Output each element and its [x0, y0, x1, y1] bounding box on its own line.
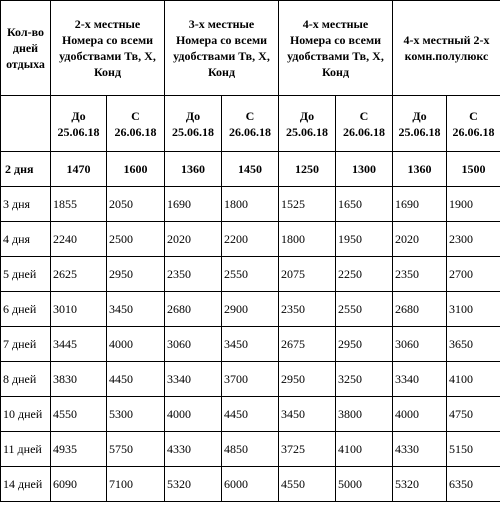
price-cell: 5000 [336, 467, 393, 502]
days-cell: 11 дней [1, 432, 51, 467]
price-cell: 3100 [447, 292, 500, 327]
price-cell: 1525 [279, 187, 336, 222]
header-row-categories [1, 1, 500, 96]
price-cell: 2680 [165, 292, 222, 327]
table-row [1, 397, 500, 432]
price-cell: 1950 [336, 222, 393, 257]
price-cell: 2500 [107, 222, 165, 257]
price-cell: 1600 [107, 152, 165, 187]
price-cell: 3010 [51, 292, 107, 327]
price-cell: 4100 [447, 362, 500, 397]
price-cell: 2350 [165, 257, 222, 292]
price-cell: 1900 [447, 187, 500, 222]
price-cell: 2950 [107, 257, 165, 292]
price-cell: 6090 [51, 467, 107, 502]
table-row [1, 292, 500, 327]
price-cell: 2300 [447, 222, 500, 257]
price-cell: 3830 [51, 362, 107, 397]
price-cell: 4330 [165, 432, 222, 467]
date-header-after: С 26.06.18 [447, 96, 500, 152]
price-cell: 2020 [165, 222, 222, 257]
table-row [1, 222, 500, 257]
price-cell: 4450 [222, 397, 279, 432]
price-cell: 5300 [107, 397, 165, 432]
price-cell: 3800 [336, 397, 393, 432]
category-header-4-bed-suite: 4-х местный 2-х комн.полулюкс [393, 1, 500, 96]
price-cell: 5750 [107, 432, 165, 467]
price-cell: 6350 [447, 467, 500, 502]
days-cell: 7 дней [1, 327, 51, 362]
price-cell: 4100 [336, 432, 393, 467]
price-cell: 4550 [279, 467, 336, 502]
price-cell: 2550 [222, 257, 279, 292]
days-cell: 8 дней [1, 362, 51, 397]
days-cell: 6 дней [1, 292, 51, 327]
price-cell: 2680 [393, 292, 447, 327]
days-cell: 2 дня [1, 152, 51, 187]
category-header-4-bed: 4-х местные Номера со всеми удобствами Тв, Х, Конд [279, 1, 393, 96]
days-cell: 10 дней [1, 397, 51, 432]
table-row [1, 327, 500, 362]
price-cell: 2900 [222, 292, 279, 327]
table-row [1, 187, 500, 222]
table-row [1, 467, 500, 502]
price-cell: 4550 [51, 397, 107, 432]
header-row-dates [1, 96, 500, 152]
price-cell: 1690 [393, 187, 447, 222]
price-cell: 2250 [336, 257, 393, 292]
days-column-header-empty [1, 96, 51, 152]
price-cell: 2675 [279, 327, 336, 362]
table-row [1, 152, 500, 187]
price-cell: 4450 [107, 362, 165, 397]
price-cell: 2950 [279, 362, 336, 397]
price-cell: 1360 [165, 152, 222, 187]
price-cell: 1690 [165, 187, 222, 222]
price-cell: 3340 [393, 362, 447, 397]
price-cell: 2240 [51, 222, 107, 257]
price-cell: 1500 [447, 152, 500, 187]
price-cell: 5320 [393, 467, 447, 502]
price-cell: 4850 [222, 432, 279, 467]
date-header-before: До 25.06.18 [279, 96, 336, 152]
price-cell: 1450 [222, 152, 279, 187]
price-cell: 1360 [393, 152, 447, 187]
price-cell: 3650 [447, 327, 500, 362]
date-header-before: До 25.06.18 [51, 96, 107, 152]
price-cell: 5150 [447, 432, 500, 467]
date-header-after: С 26.06.18 [222, 96, 279, 152]
price-cell: 2350 [393, 257, 447, 292]
price-cell: 4750 [447, 397, 500, 432]
price-cell: 3060 [393, 327, 447, 362]
price-cell: 3450 [107, 292, 165, 327]
days-cell: 5 дней [1, 257, 51, 292]
price-cell: 3725 [279, 432, 336, 467]
price-cell: 3250 [336, 362, 393, 397]
price-cell: 1800 [222, 187, 279, 222]
price-cell: 4330 [393, 432, 447, 467]
table-row [1, 257, 500, 292]
price-cell: 2020 [393, 222, 447, 257]
price-cell: 1300 [336, 152, 393, 187]
price-cell: 3340 [165, 362, 222, 397]
price-cell: 3445 [51, 327, 107, 362]
price-cell: 7100 [107, 467, 165, 502]
price-cell: 4935 [51, 432, 107, 467]
price-cell: 2550 [336, 292, 393, 327]
price-cell: 1855 [51, 187, 107, 222]
price-cell: 1650 [336, 187, 393, 222]
price-cell: 3060 [165, 327, 222, 362]
price-cell: 2050 [107, 187, 165, 222]
price-cell: 6000 [222, 467, 279, 502]
price-cell: 4000 [107, 327, 165, 362]
date-header-after: С 26.06.18 [336, 96, 393, 152]
date-header-after: С 26.06.18 [107, 96, 165, 152]
days-cell: 4 дня [1, 222, 51, 257]
price-cell: 2950 [336, 327, 393, 362]
days-cell: 3 дня [1, 187, 51, 222]
price-cell: 1800 [279, 222, 336, 257]
price-cell: 3700 [222, 362, 279, 397]
date-header-before: До 25.06.18 [393, 96, 447, 152]
price-cell: 5320 [165, 467, 222, 502]
price-cell: 3450 [222, 327, 279, 362]
price-cell: 1250 [279, 152, 336, 187]
price-cell: 2075 [279, 257, 336, 292]
price-cell: 1470 [51, 152, 107, 187]
table-row [1, 432, 500, 467]
category-header-2-bed: 2-х местные Номера со всеми удобствами Тв, Х, Конд [51, 1, 165, 96]
price-table-body [1, 1, 500, 502]
price-cell: 2700 [447, 257, 500, 292]
price-cell: 4000 [393, 397, 447, 432]
table-row [1, 362, 500, 397]
date-header-before: До 25.06.18 [165, 96, 222, 152]
days-cell: 14 дней [1, 467, 51, 502]
price-cell: 3450 [279, 397, 336, 432]
price-cell: 2625 [51, 257, 107, 292]
category-header-3-bed: 3-х местные Номера со всеми удобствами Тв, Х, Конд [165, 1, 279, 96]
price-cell: 4000 [165, 397, 222, 432]
price-cell: 2200 [222, 222, 279, 257]
price-cell: 2350 [279, 292, 336, 327]
days-column-header: Кол-во дней отдыха [1, 1, 51, 96]
